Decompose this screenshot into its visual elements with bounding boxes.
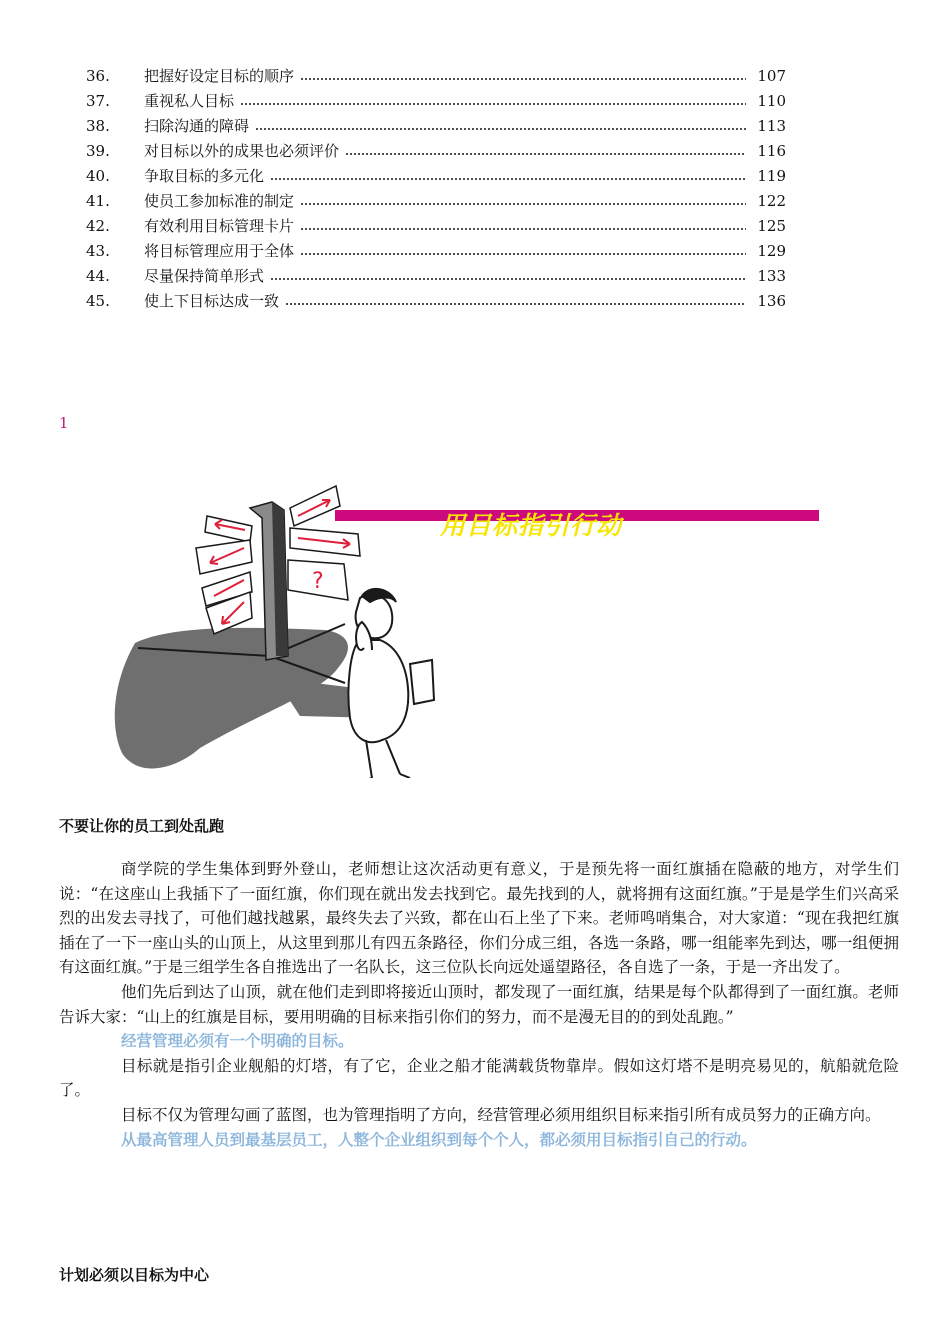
toc-title: 重视私人目标 (144, 92, 235, 110)
paragraph: 目标就是指引企业舰船的灯塔，有了它，企业之船才能满载货物靠岸。假如这灯塔不是明亮易见的，航船就危险了。 (59, 1056, 899, 1100)
question-mark-icon: ? (312, 569, 324, 594)
toc-page: 133 (757, 267, 786, 285)
toc-page: 110 (757, 92, 786, 110)
toc-number: 42. (86, 217, 110, 235)
chapter-title: 用目标指引行动 (440, 511, 623, 540)
toc-leader-dots (300, 253, 746, 255)
toc-title: 争取目标的多元化 (144, 167, 265, 185)
toc-leader-dots (300, 78, 746, 80)
section-heading: 不要让你的员工到处乱跑 (59, 817, 225, 835)
toc-leader-dots (285, 303, 746, 305)
toc-leader-dots (345, 153, 746, 155)
toc-number: 37. (86, 92, 110, 110)
highlight-paragraph: 经营管理必须有一个明确的目标。 (121, 1032, 354, 1051)
toc-title: 对目标以外的成果也必须评价 (144, 142, 340, 160)
toc-title: 将目标管理应用于全体 (144, 242, 295, 260)
toc-leader-dots (270, 278, 746, 280)
toc-row[interactable] (86, 214, 786, 239)
toc-title: 使上下目标达成一致 (144, 292, 280, 310)
toc-number: 44. (86, 267, 110, 285)
toc-page: 129 (757, 242, 786, 260)
toc-leader-dots (255, 128, 746, 130)
toc-page: 113 (757, 117, 786, 135)
toc-leader-dots (240, 103, 746, 105)
toc-leader-dots (300, 228, 746, 230)
toc-title: 有效利用目标管理卡片 (144, 217, 295, 235)
paragraph: 目标不仅为管理勾画了蓝图，也为管理指明了方向，经营管理必须用组织目标来指引所有成员努力的正确方向。 (121, 1105, 881, 1124)
toc-number: 39. (86, 142, 110, 160)
toc-row[interactable] (86, 64, 786, 89)
toc-row[interactable] (86, 239, 786, 264)
section-heading: 计划必须以目标为中心 (59, 1266, 210, 1284)
toc-title: 把握好设定目标的顺序 (144, 67, 295, 85)
table-of-contents (86, 64, 786, 314)
toc-page: 119 (757, 167, 786, 185)
toc-number: 41. (86, 192, 110, 210)
toc-number: 40. (86, 167, 110, 185)
paragraph: 他们先后到达了山顶，就在他们走到即将接近山顶时，都发现了一面红旗，结果是每个队都得到了一面红旗。老师告诉大家：“山上的红旗是目标，要用明确的目标来指引你们的努力，而不是漫无目的的到处乱跑。” (59, 982, 899, 1026)
highlight-paragraph: 从最高管理人员到最基层员工，人整个企业组织到每个个人，都必须用目标指引自己的行动。 (121, 1130, 757, 1149)
toc-page: 136 (757, 292, 786, 310)
toc-leader-dots (270, 178, 746, 180)
toc-number: 38. (86, 117, 110, 135)
toc-leader-dots (300, 203, 746, 205)
toc-number: 36. (86, 67, 110, 85)
toc-row[interactable] (86, 164, 786, 189)
toc-row[interactable] (86, 189, 786, 214)
toc-page: 116 (757, 142, 786, 160)
toc-row[interactable] (86, 289, 786, 314)
article-body (59, 857, 899, 1152)
toc-page: 107 (757, 67, 786, 85)
toc-row[interactable] (86, 114, 786, 139)
signpost-illustration (110, 478, 440, 778)
toc-title: 使员工参加标准的制定 (144, 192, 295, 210)
toc-row[interactable] (86, 264, 786, 289)
paragraph: 商学院的学生集体到野外登山，老师想让这次活动更有意义，于是预先将一面红旗插在隐蔽的地方，对学生们说：“在这座山上我插下了一面红旗，你们现在就出发去找到它。最先找到的人，就将拥有这面红旗。”于是是学生们兴高采烈的出发去寻找了，可他们越找越累，最终失去了兴致，都在山石上坐了下来。老师鸣哨集合，对大家道：“现在我把红旗插在了一下一座山头的山顶上，从这里到那儿有四五条路径，你们分成三组，各选一条路，哪一组能率先到达，哪一组便拥有这面红旗。”于是三组学生各自推选出了一名队长，这三位队长向远处遥望路径，各自选了一条，于是一齐出发了。 (59, 860, 899, 977)
toc-number: 43. (86, 242, 110, 260)
page-number: 1 (59, 414, 69, 432)
toc-page: 125 (757, 217, 786, 235)
toc-title: 扫除沟通的障碍 (144, 117, 250, 135)
thinking-person-figure (348, 589, 434, 778)
toc-title: 尽量保持简单形式 (144, 267, 265, 285)
toc-row[interactable] (86, 139, 786, 164)
toc-page: 122 (757, 192, 786, 210)
toc-number: 45. (86, 292, 110, 310)
toc-row[interactable] (86, 89, 786, 114)
